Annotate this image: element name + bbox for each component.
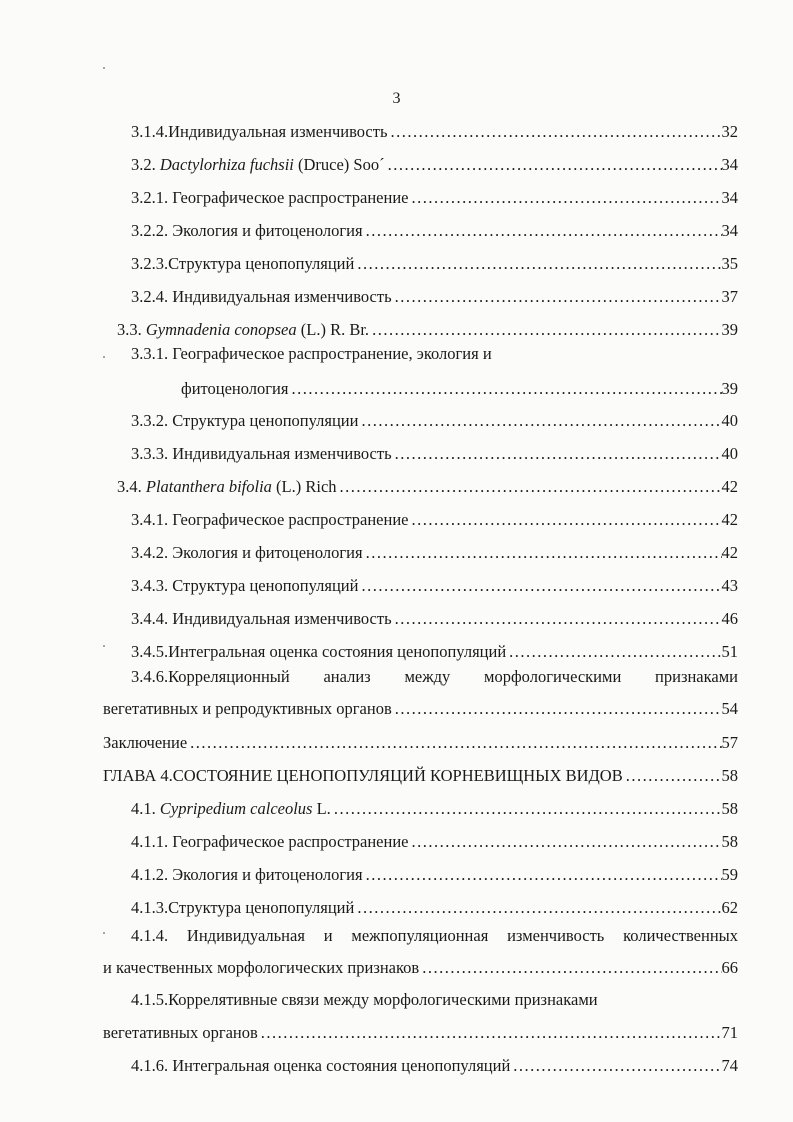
title-text: 3.2. [131,155,160,174]
toc-entry-page: 42 [721,510,738,529]
toc-entry-page: 62 [721,898,738,917]
dot-leader [331,798,722,820]
toc-entry-page: 57 [721,733,738,752]
toc-entry [131,575,738,597]
scan-speck [103,356,105,358]
toc-entry-page: 66 [721,958,738,977]
dot-leader [354,897,721,919]
toc-entry [131,187,738,209]
dot-leader [187,732,721,754]
toc-entry-title [131,286,392,308]
dot-leader [363,542,722,564]
toc-entry-page: 39 [721,379,738,398]
title-text: 3.4.3. Структура ценопопуляций [131,576,359,595]
toc-entry [103,732,738,754]
toc-entry-page: 74 [721,1056,738,1075]
toc-entry [131,608,738,630]
toc-entry [117,319,738,341]
toc-entry-page: 42 [721,477,738,496]
toc-entry-page: 58 [721,799,738,818]
toc-entry [131,410,738,432]
toc-entry-page: 39 [721,320,738,339]
toc-entry [131,121,738,143]
toc-entry-page: 34 [721,188,738,207]
title-text: 4.1.2. Экология и фитоценология [131,865,363,884]
dot-leader [358,575,721,597]
toc-entry-title [131,641,506,663]
title-text: 4.1.1. Географическое распространение [131,832,409,851]
dot-leader [358,410,721,432]
dot-leader [369,319,721,341]
toc-entry-page: 37 [721,287,738,306]
scan-speck [103,67,105,69]
title-text: вегетативных органов [103,1023,258,1042]
dot-leader [419,957,721,979]
title-text: вегетативных и репродуктивных органов [103,699,392,718]
toc-entry-title [131,443,392,465]
toc-entry [117,476,738,498]
toc-entry-page: 40 [721,444,738,463]
toc-entry-page: 34 [721,221,738,240]
toc-entry-page: 43 [721,576,738,595]
species-name: Gymnadenia conopsea [145,320,297,339]
toc-entry [131,286,738,308]
title-text: 3.2.2. Экология и фитоценология [131,221,363,240]
toc-entry-title [117,319,369,341]
toc-entry-title [131,187,409,209]
title-text: 3.4.4. Индивидуальная изменчивость [131,609,392,628]
dot-leader [623,765,722,787]
toc-entry-title [131,864,363,886]
toc-entry-title [131,897,354,919]
title-text: (Druce) Soo´ [293,155,385,174]
dot-leader [363,220,722,242]
toc-entry-title [131,831,409,853]
dot-leader [258,1022,722,1044]
toc-entry [181,378,738,400]
dot-leader [354,253,721,275]
toc-entry-title [131,154,385,176]
dot-leader [506,641,721,663]
toc-entry-page: 32 [721,122,738,141]
dot-leader [510,1055,721,1077]
toc-entry [131,253,738,275]
title-text: 3.3. [117,320,146,339]
scan-speck [103,645,105,647]
toc-entry [103,1022,738,1044]
title-text: (L.) Rich [271,477,337,496]
title-text: и качественных морфологических признаков [103,958,420,977]
dot-leader [385,154,722,176]
dot-leader [392,443,722,465]
title-text: (L.) R. Br. [296,320,370,339]
toc-entry [131,154,738,176]
toc-entry [131,641,738,663]
toc-entry-page: 54 [721,699,738,718]
toc-entry-title [131,121,387,143]
toc-line-4-1-5: 4.1.5.Коррелятивные связи между морфологическими признаками [131,990,598,1009]
title-text: 3.2.4. Индивидуальная изменчивость [131,287,392,306]
toc-entry-title [117,476,337,498]
dot-leader [288,378,721,400]
toc-entry-title [131,575,358,597]
toc-entry-title [103,732,187,754]
scan-speck [103,932,105,934]
title-text: 4.1.6. Интегральная оценка состояния ценопопуляций [131,1056,511,1075]
toc-entry-page: 34 [721,155,738,174]
toc-entry-title [131,410,358,432]
dot-leader [392,608,722,630]
toc-entry [103,957,738,979]
toc-entry [131,897,738,919]
toc-entry [131,1055,738,1077]
toc-entry-title [131,253,354,275]
toc-entry [131,798,738,820]
dot-leader [363,864,722,886]
dot-leader [392,698,722,720]
title-text: 3.4. [117,477,146,496]
title-text: 4.1.3.Структура ценопопуляций [131,898,355,917]
dot-leader [387,121,721,143]
toc-entry-title [131,608,392,630]
toc-entry-page: 58 [721,766,738,785]
title-text: 3.3.2. Структура ценопопуляции [131,411,359,430]
toc-entry-page: 58 [721,832,738,851]
toc-entry-title [131,798,331,820]
toc-entry-page: 40 [721,411,738,430]
toc-entry [131,542,738,564]
toc-entry [131,831,738,853]
dot-leader [409,509,722,531]
toc-entry-page: 42 [721,543,738,562]
species-name: Cypripedium calceolus [159,799,313,818]
toc-line-3-4-6: 3.4.6.Корреляционный анализ между морфологическими признаками [131,667,738,686]
title-text: 3.4.1. Географическое распространение [131,510,409,529]
toc-line-4-1-4: 4.1.4. Индивидуальная и межпопуляционная изменчивость количественных [131,926,738,945]
toc-entry [131,443,738,465]
page-number: 3 [392,90,401,107]
title-text: ГЛАВА 4.СОСТОЯНИЕ ЦЕНОПОПУЛЯЦИЙ КОРНЕВИЩНЫХ ВИДОВ [103,766,623,785]
toc-line-3-3-1: 3.3.1. Географическое распространение, экология и [131,344,492,363]
title-text: 3.4.2. Экология и фитоценология [131,543,363,562]
toc-entry [103,698,738,720]
title-text: 3.2.1. Географическое распространение [131,188,409,207]
toc-entry-title [131,220,363,242]
toc-entry-title [181,378,288,400]
toc-entry-page: 46 [721,609,738,628]
title-text: фитоценология [181,379,289,398]
toc-entry-title [103,765,623,787]
title-text: 3.3.3. Индивидуальная изменчивость [131,444,392,463]
toc-entry-title [131,509,409,531]
title-text: 4.1. [131,799,160,818]
dot-leader [409,187,722,209]
toc-entry-title [103,698,392,720]
title-text: 3.4.5.Интегральная оценка состояния ценопопуляций [131,642,507,661]
toc-entry-title [131,542,363,564]
toc-entry-title [103,957,419,979]
toc-entry-page: 35 [721,254,738,273]
toc-entry-page: 51 [721,642,738,661]
dot-leader [392,286,722,308]
toc-entry-title [131,1055,510,1077]
title-text: Заключение [103,733,188,752]
title-text: 3.2.3.Структура ценопопуляций [131,254,355,273]
species-name: Dactylorhiza fuchsii [159,155,294,174]
species-name: Platanthera bifolia [145,477,272,496]
title-text: 3.1.4.Индивидуальная изменчивость [131,122,388,141]
toc-entry-page: 59 [721,865,738,884]
title-text: L. [312,799,331,818]
toc-entry [131,509,738,531]
toc-entry-page: 71 [721,1023,738,1042]
dot-leader [409,831,722,853]
toc-entry [131,220,738,242]
toc-entry-title [103,1022,258,1044]
toc-entry [131,864,738,886]
dot-leader [337,476,722,498]
toc-entry [103,765,738,787]
